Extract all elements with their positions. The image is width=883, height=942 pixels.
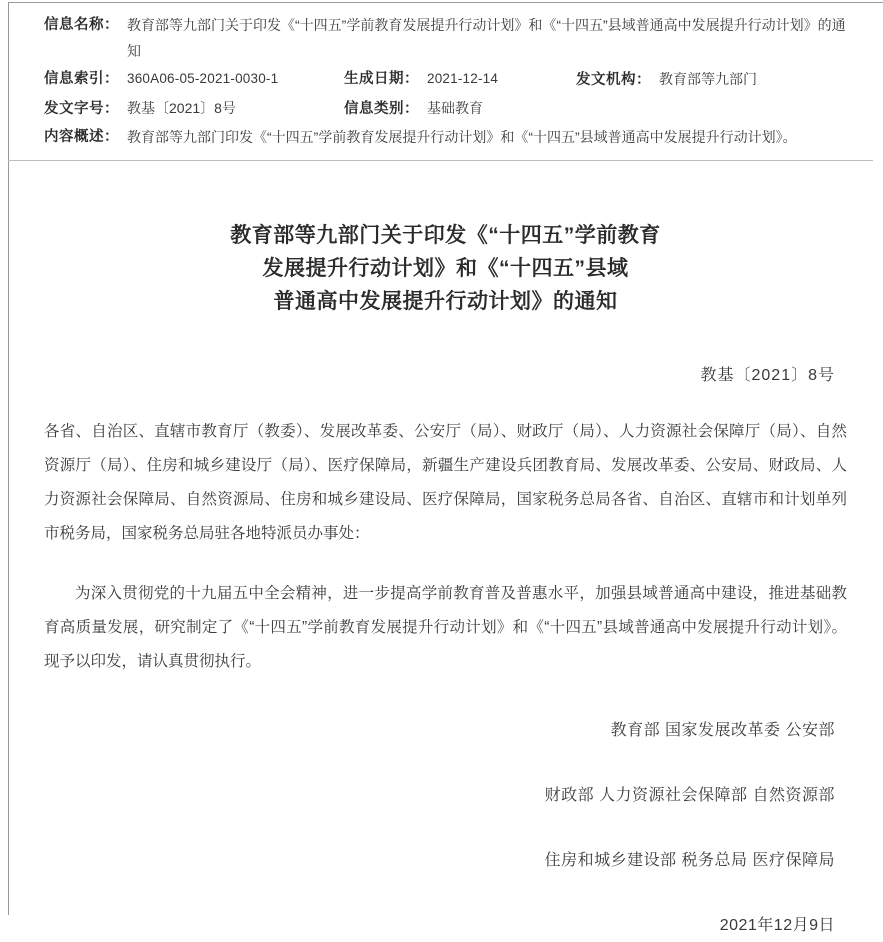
metadata-row-docnumber-category (44, 95, 859, 122)
document-date: 2021年12月9日 (719, 917, 835, 934)
metadata-cell-created-date (344, 66, 576, 92)
document-title (166, 219, 726, 318)
metadata-cell-info-category (344, 95, 576, 122)
metadata-cell-info-index (44, 66, 344, 92)
metadata-label-info-category: 信息类别： (344, 101, 419, 117)
metadata-value-issuing-org: 教育部等九部门 (659, 71, 757, 87)
signature-line-3: 住房和城乡建设部 税务总局 医疗保障局 (544, 852, 835, 869)
signature-line-1: 教育部 国家发展改革委 公安部 (610, 722, 835, 739)
metadata-label-created-date: 生成日期： (344, 71, 419, 87)
document-metadata-block (8, 0, 873, 161)
metadata-value-doc-number: 教基〔2021〕8号 (127, 100, 236, 116)
metadata-label-issuing-org: 发文机构： (576, 72, 651, 88)
metadata-value-summary: 教育部等九部门印发《“十四五”学前教育发展提升行动计划》和《“十四五”县域普通高中发展提升行动计划》。 (127, 129, 797, 145)
metadata-value-created-date: 2021-12-14 (427, 71, 499, 86)
metadata-cell-doc-number (44, 95, 344, 122)
document-body-paragraph: 为深入贯彻党的十九届五中全会精神，进一步提高学前教育普及普惠水平，加强县域普通高中建设，推进基础教育高质量发展，研究制定了《“十四五”学前教育发展提升行动计划》和《“十四五”县域普通高中发展提升行动计划》。现予以印发，请认真贯彻执行。 (44, 585, 847, 670)
document-content (8, 219, 883, 942)
document-title-line-1: 教育部等九部门关于印发《“十四五”学前教育 (230, 224, 661, 247)
metadata-cell-issuing-org (576, 66, 859, 93)
document-signature-block (44, 715, 847, 877)
metadata-row-index-date-org (44, 66, 859, 93)
document-reference-number: 教基〔2021〕8号 (700, 367, 835, 384)
metadata-label-summary: 内容概述： (44, 129, 119, 145)
metadata-value-info-name: 教育部等九部门关于印发《“十四五”学前教育发展提升行动计划》和《“十四五”县域普通高中发展提升行动计划》的通知 (127, 17, 846, 59)
signature-line-2: 财政部 人力资源社会保障部 自然资源部 (544, 787, 835, 804)
document-title-line-2: 发展提升行动计划》和《“十四五”县域 (262, 257, 629, 280)
metadata-value-info-index: 360A06-05-2021-0030-1 (127, 71, 279, 86)
document-title-line-3: 普通高中发展提升行动计划》的通知 (273, 290, 618, 313)
metadata-row-info-name (44, 12, 859, 64)
metadata-label-info-index: 信息索引： (44, 71, 119, 87)
metadata-label-doc-number: 发文字号： (44, 101, 119, 117)
metadata-value-info-category: 基础教育 (427, 100, 483, 116)
metadata-label-info-name: 信息名称： (44, 17, 119, 33)
document-recipients: 各省、自治区、直辖市教育厅（教委）、发展改革委、公安厅（局）、财政厅（局）、人力资源社会保障厅（局）、自然资源厅（局）、住房和城乡建设厅（局）、医疗保障局，新疆生产建设兵团教育局、发展改革委、公安局、财政局、人力资源社会保障局、自然资源局、住房和城乡建设局、医疗保障局，国家税务总局各省、自治区、直辖市和计划单列市税务局，国家税务总局驻各地特派员办事处： (44, 423, 847, 542)
metadata-row-summary (44, 124, 859, 150)
